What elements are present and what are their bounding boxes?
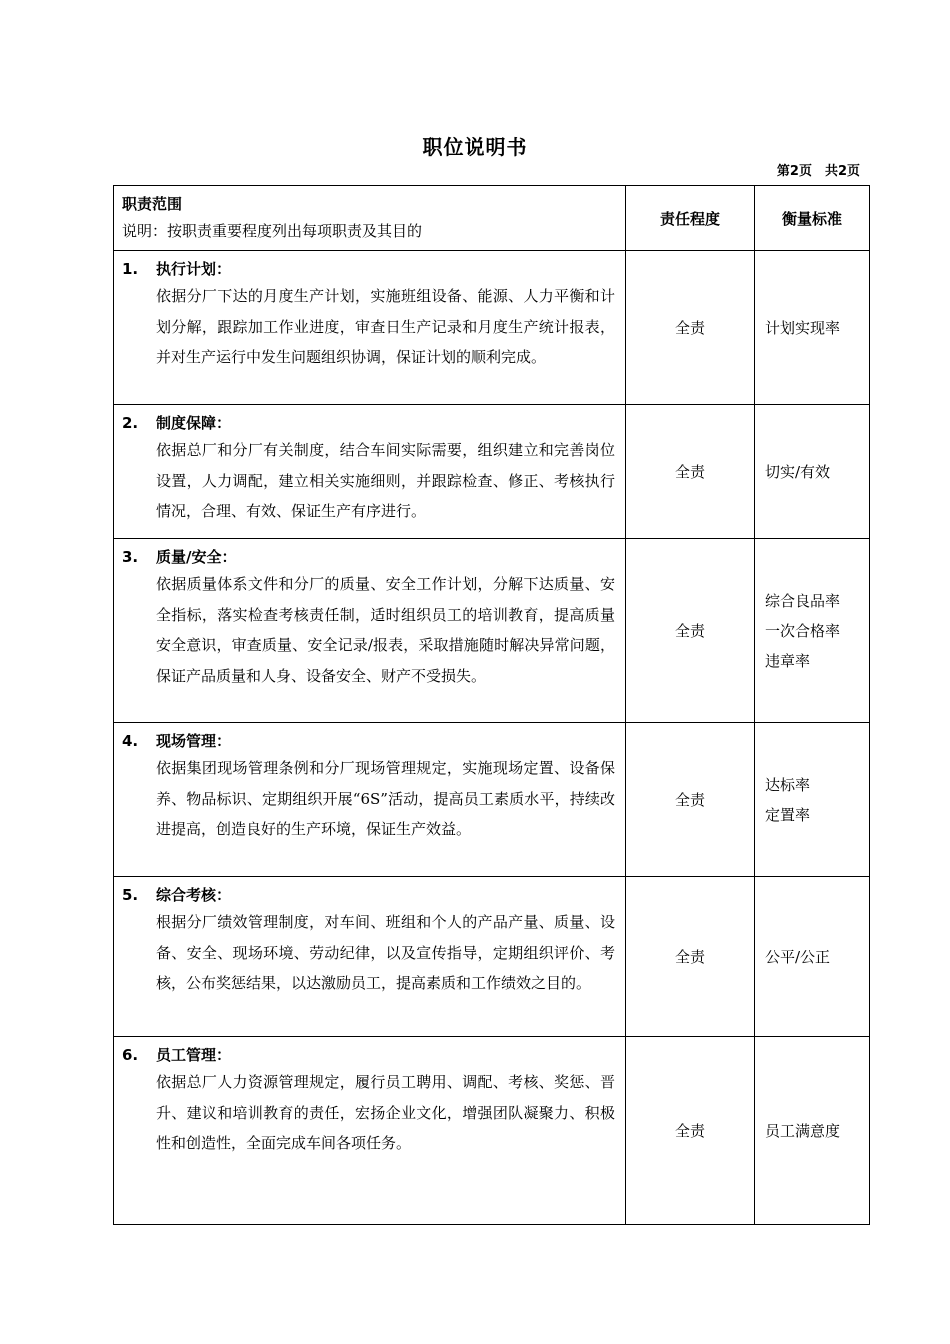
- duty-heading: [122, 1043, 615, 1067]
- duty-description: 根据分厂绩效管理制度，对车间、班组和个人的产品产量、质量、设备、安全、现场环境、劳动纪律，以及宣传指导，定期组织评价、考核，公布奖惩结果，以达激励员工，提高素质和工作绩效之目的。: [156, 913, 615, 992]
- duty-description: 依据集团现场管理条例和分厂现场管理规定，实施现场定置、设备保养、物品标识、定期组织开展“6S”活动，提高员工素质水平，持续改进提高，创造良好的生产环境，保证生产效益。: [156, 759, 615, 838]
- duty-cell: [114, 723, 626, 877]
- responsibility-level: 全责: [626, 251, 755, 405]
- duty-cell: [114, 251, 626, 405]
- measurement-item: 员工满意度: [765, 1121, 841, 1140]
- measurement-item: 定置率: [765, 805, 811, 824]
- table-row: [114, 539, 870, 723]
- duty-heading: [122, 883, 615, 907]
- measurement-cell: [755, 1037, 870, 1225]
- table-row: [114, 1037, 870, 1225]
- duty-number: 5.: [122, 886, 139, 904]
- table-row: [114, 723, 870, 877]
- duty-description: 依据总厂人力资源管理规定，履行员工聘用、调配、考核、奖惩、晋升、建议和培训教育的责任，宏扬企业文化，增强团队凝聚力、积极性和创造性，全面完成车间各项任务。: [156, 1073, 615, 1152]
- measurement-item: 计划实现率: [765, 318, 841, 337]
- duty-cell: [114, 405, 626, 539]
- responsibility-level: 全责: [626, 877, 755, 1037]
- measurement-standard-header: 衡量标准: [755, 186, 870, 251]
- duty-title: 员工管理：: [156, 1046, 232, 1064]
- duty-heading: [122, 411, 615, 435]
- scope-header-cell: [114, 186, 626, 251]
- duty-title: 制度保障：: [156, 414, 232, 432]
- measurement-item: 违章率: [765, 651, 811, 670]
- duty-title: 现场管理：: [156, 732, 232, 750]
- measurement-cell: [755, 539, 870, 723]
- duty-cell: [114, 877, 626, 1037]
- duty-number: 1.: [122, 260, 139, 278]
- page-indicator: 第2页 共2页: [776, 164, 860, 179]
- measurement-item: 综合良品率: [765, 591, 841, 610]
- duty-table: [113, 185, 870, 1225]
- duty-title: 执行计划：: [156, 260, 232, 278]
- measurement-cell: [755, 405, 870, 539]
- responsibility-level: 全责: [626, 1037, 755, 1225]
- responsibility-level-header: 责任程度: [626, 186, 755, 251]
- responsibility-level: 全责: [626, 723, 755, 877]
- duty-title: 综合考核：: [156, 886, 232, 904]
- duty-title: 质量/安全：: [156, 548, 237, 566]
- duty-heading: [122, 257, 615, 281]
- measurement-item: 公平/公正: [765, 947, 831, 966]
- measurement-item: 切实/有效: [765, 462, 831, 481]
- measurement-item: 达标率: [765, 775, 811, 794]
- measurement-cell: [755, 251, 870, 405]
- duty-description: 依据分厂下达的月度生产计划，实施班组设备、能源、人力平衡和计划分解，跟踪加工作业进度，审查日生产记录和月度生产统计报表，并对生产运行中发生问题组织协调，保证计划的顺利完成。: [156, 287, 615, 366]
- duty-cell: [114, 539, 626, 723]
- duty-number: 2.: [122, 414, 139, 432]
- table-row: [114, 405, 870, 539]
- duty-cell: [114, 1037, 626, 1225]
- measurement-cell: [755, 723, 870, 877]
- duty-heading: [122, 545, 615, 569]
- duty-description: 依据质量体系文件和分厂的质量、安全工作计划，分解下达质量、安全指标，落实检查考核责任制，适时组织员工的培训教育，提高质量安全意识，审查质量、安全记录/报表，采取措施随时解决异常问题，保证产品质量和人身、设备安全、财产不受损失。: [156, 575, 615, 685]
- duty-number: 6.: [122, 1046, 139, 1064]
- duty-number: 4.: [122, 732, 139, 750]
- duty-description: 依据总厂和分厂有关制度，结合车间实际需要，组织建立和完善岗位设置，人力调配，建立相关实施细则，并跟踪检查、修正、考核执行情况，合理、有效、保证生产有序进行。: [156, 441, 615, 520]
- document-title: 职位说明书: [422, 135, 528, 159]
- scope-note: 说明：按职责重要程度列出每项职责及其目的: [122, 222, 423, 240]
- measurement-cell: [755, 877, 870, 1037]
- duty-heading: [122, 729, 615, 753]
- table-header-row: [114, 186, 870, 251]
- duty-number: 3.: [122, 548, 139, 566]
- measurement-item: 一次合格率: [765, 621, 841, 640]
- table-row: [114, 251, 870, 405]
- responsibility-level: 全责: [626, 405, 755, 539]
- table-row: [114, 877, 870, 1037]
- scope-title: 职责范围: [122, 195, 183, 213]
- responsibility-level: 全责: [626, 539, 755, 723]
